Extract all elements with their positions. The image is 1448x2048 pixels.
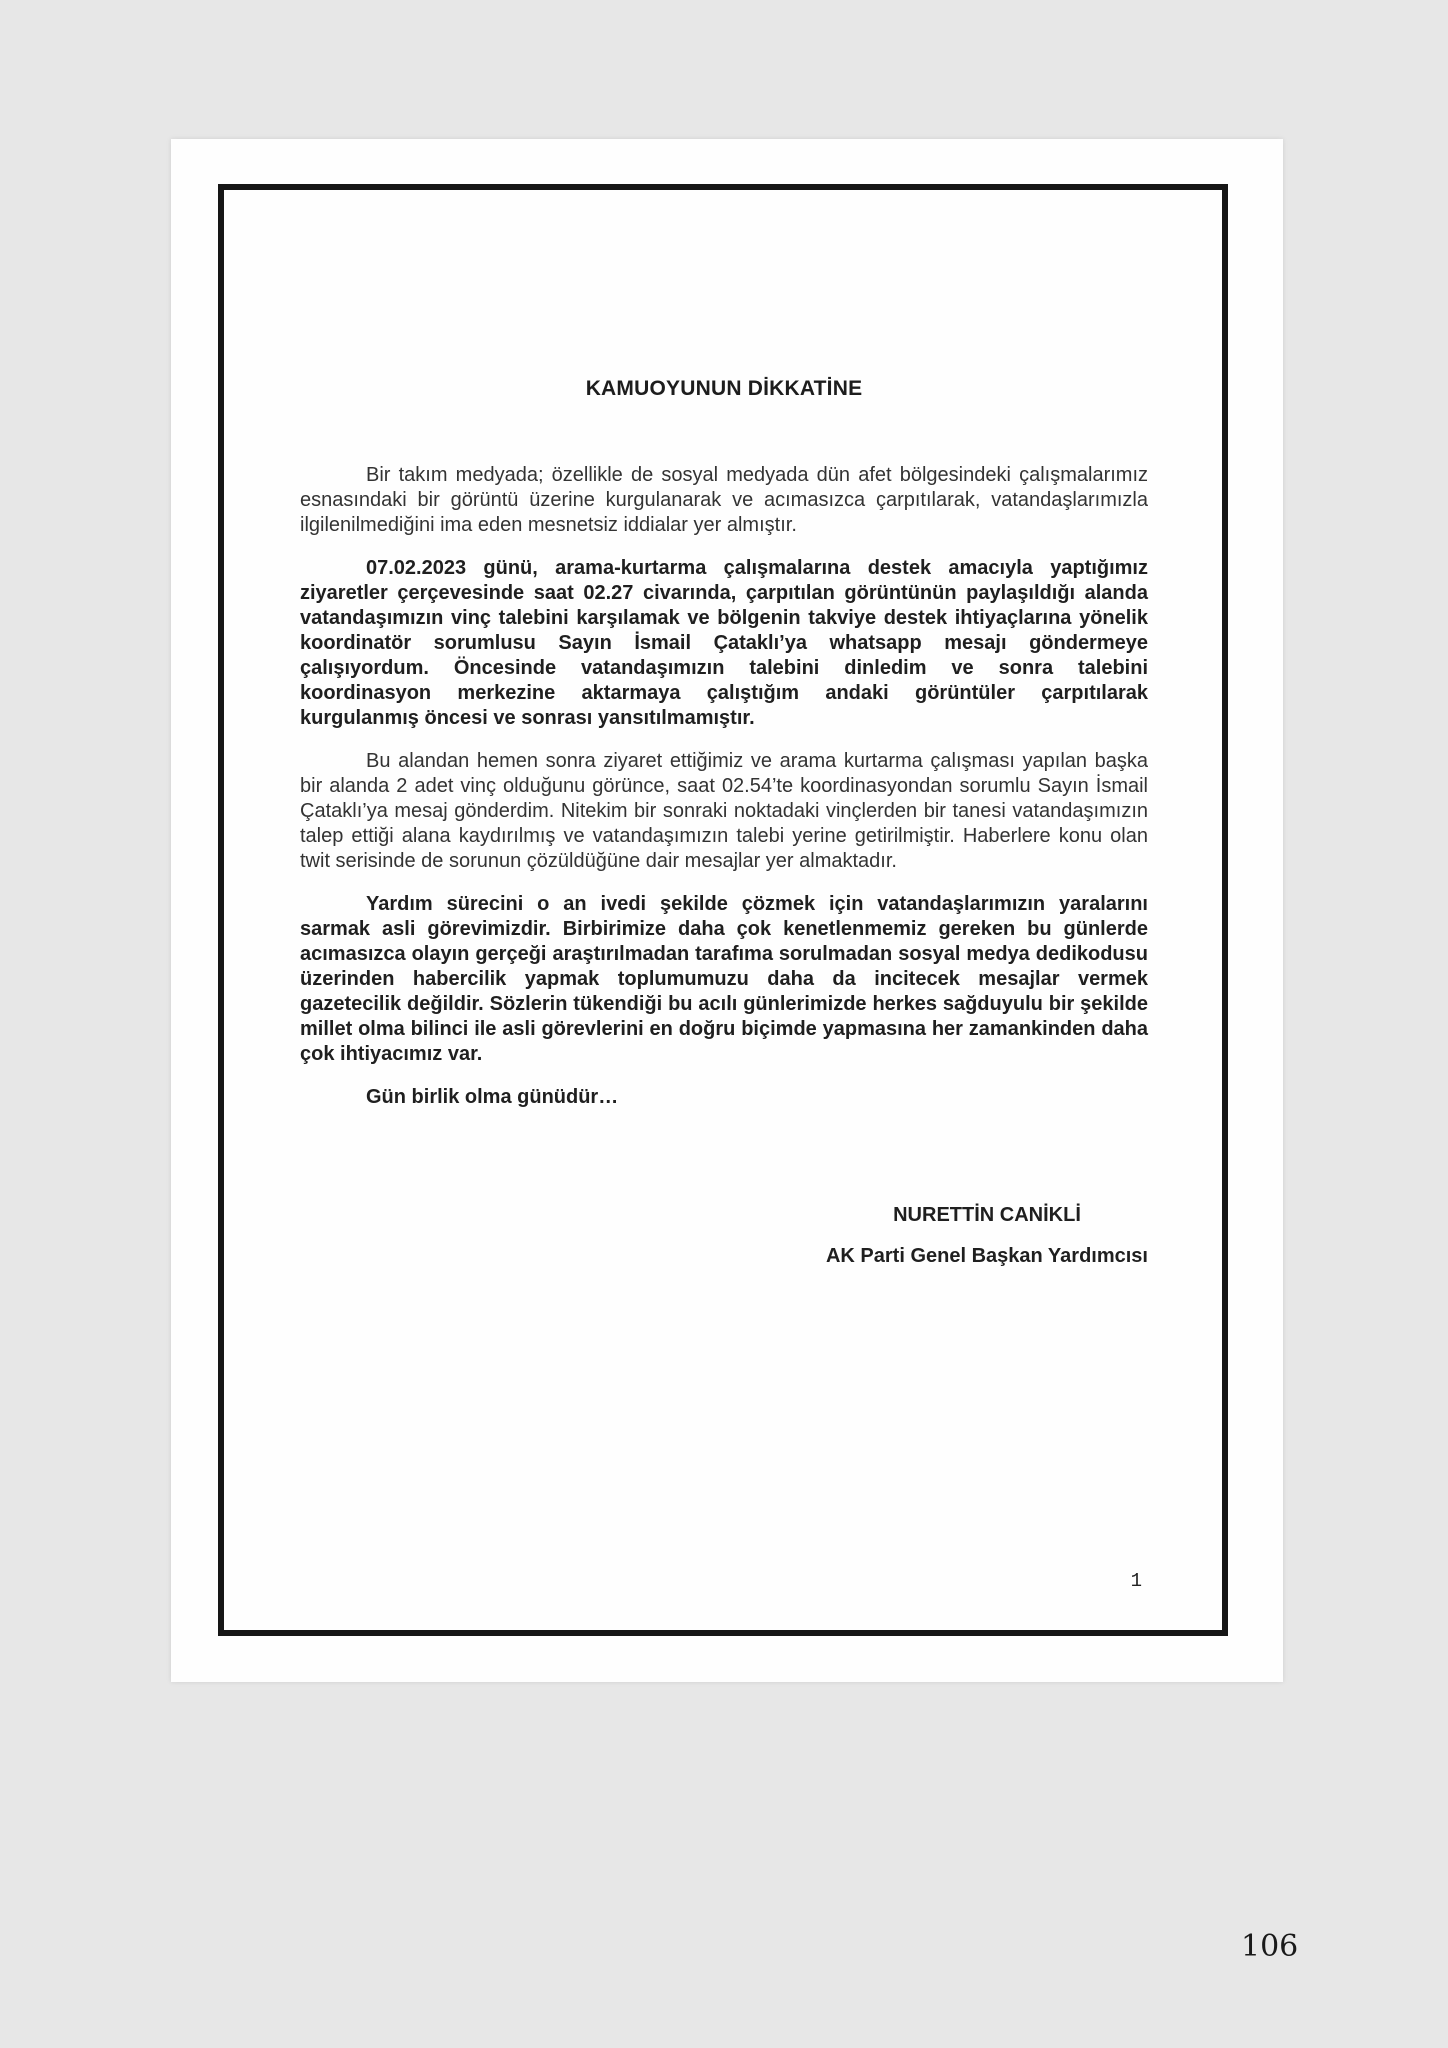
document-page-number: 1 bbox=[1130, 1570, 1142, 1592]
paragraph-crane: Bu alandan hemen sonra ziyaret ettiğimiz ve arama kurtarma çalışması yapılan başka bir alanda 2 adet vinç olduğunu görünce, saat 02.54’te koordinasyondan sorumlu Sayın İsmail Çataklı’ya mesaj gönderdim. Nitekim bir sonraki noktadaki vinçlerden bir tanesi vatandaşımızın talep ettiği alana kaydırılmış ve vatandaşımızın talebi yerine getirilmiştir. Haberlere konu olan twit serisinde de sorunun çözüldüğüne dair mesajlar yer almaktadır. bbox=[300, 750, 1148, 872]
paragraph-intro: Bir takım medyada; özellikle de sosyal medyada dün afet bölgesindeki çalışmalarımız esnasındaki bir görüntü üzerine kurgulanarak ve acımasızca çarpıtılarak, vatandaşlarımızla ilgilenilmediğini ima eden mesnetsiz iddialar yer almıştır. bbox=[300, 464, 1148, 536]
document-title: KAMUOYUNUN DİKKATİNE bbox=[585, 377, 863, 400]
paragraph-appeal: Yardım sürecini o an ivedi şekilde çözmek için vatandaşlarımızın yaralarını sarmak asli görevimizdir. Birbirimize daha çok kenetlenmemiz gereken bu günlerde acımasızca olayın gerçeği araştırılmadan tarafıma sorulmadan sosyal medya dedikodusu üzerinden habercilik yapmak toplumumuzu daha da incitecek mesajlar vermek gazetecilik değildir. Sözlerin tükendiği bu acılı günlerimizde herkes sağduyulu bir şekilde millet olma bilinci ile asli görevlerini en doğru biçimde yapmasına her zamankinden daha çok ihtiyacımız var. bbox=[300, 893, 1148, 1065]
book-page-number: 106 bbox=[1241, 1929, 1299, 1964]
document-border bbox=[218, 184, 1228, 1636]
signature-name: NURETTİN CANİKLİ bbox=[893, 1204, 1081, 1226]
signature-title: AK Parti Genel Başkan Yardımcısı bbox=[825, 1245, 1148, 1267]
document-content bbox=[224, 190, 1222, 1269]
signature-block bbox=[826, 1203, 1148, 1269]
paragraph-incident: 07.02.2023 günü, arama-kurtarma çalışmalarına destek amacıyla yaptığımız ziyaretler çerçevesinde saat 02.27 civarında, çarpıtılan görüntünün paylaşıldığı alanda vatandaşımızın vinç talebini karşılamak ve bölgenin takviye destek ihtiyaçlarına yönelik koordinatör sorumlusu Sayın İsmail Çataklı’ya whatsapp mesajı göndermeye çalışıyordum. Öncesinde vatandaşımızın talebini dinledim ve sonra talebini koordinasyon merkezine aktarmaya çalıştığım andaki görüntüler çarpıtılarak kurgulanmış öncesi ve sonrası yansıtılmamıştır. bbox=[300, 557, 1148, 729]
paragraph-closing: Gün birlik olma günüdür… bbox=[366, 1086, 619, 1108]
document-page bbox=[171, 139, 1283, 1682]
